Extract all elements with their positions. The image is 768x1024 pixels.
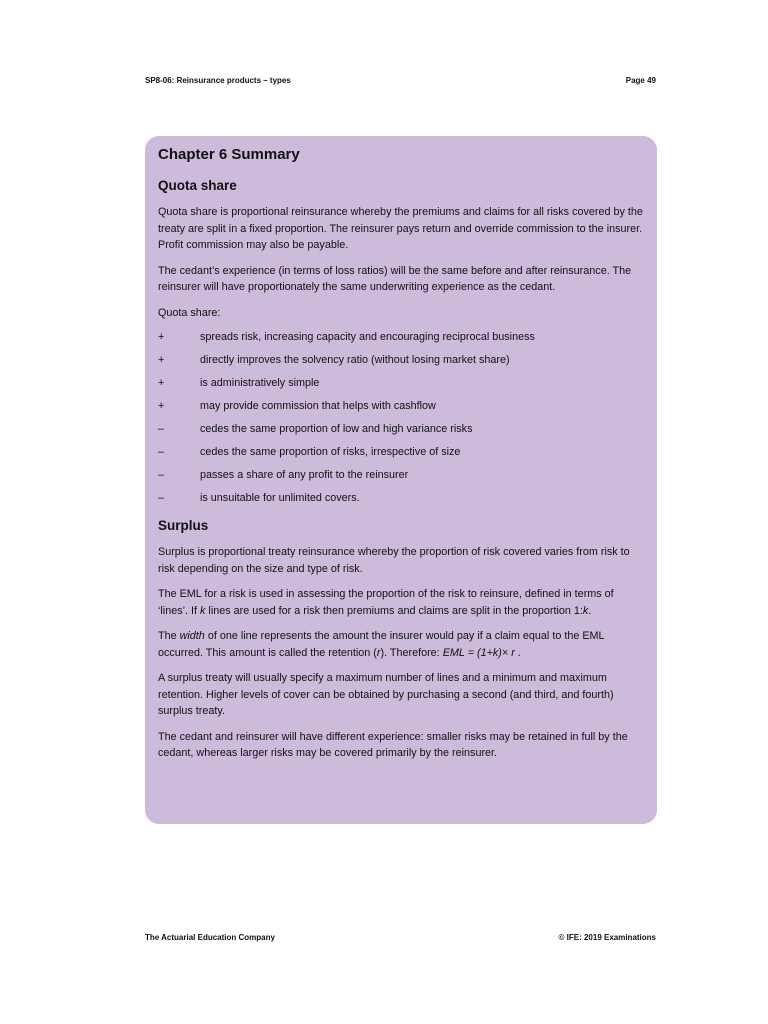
list-item-text: may provide commission that helps with cashflow bbox=[200, 400, 436, 412]
quota-share-paragraph: Quota share is proportional reinsurance whereby the premiums and claims for all risks covered by the treaty are split in a fixed proportion. The reinsurer pays return and override commission to the insurer. Profit commission may also be payable. bbox=[158, 206, 643, 251]
minus-marker: – bbox=[158, 446, 165, 458]
surplus-heading: Surplus bbox=[158, 518, 209, 533]
surplus-paragraph: A surplus treaty will usually specify a maximum number of lines and a minimum and maximum retention. Higher levels of cover can be obtained by purchasing a second (and third, and fourth) surplus treaty. bbox=[158, 672, 614, 717]
surplus-paragraph: The width of one line represents the amount the insurer would pay if a claim equal to the EML occurred. This amount is called the retention (r). Therefore: EML = (1+k)× r . bbox=[158, 630, 605, 659]
surplus-paragraph: Surplus is proportional treaty reinsurance whereby the proportion of risk covered varies from risk to risk depending on the size and type of risk. bbox=[158, 546, 630, 575]
running-header-title: SP8-06: Reinsurance products – types bbox=[145, 76, 291, 85]
surplus-paragraph: The EML for a risk is used in assessing the proportion of the risk to reinsure, defined in terms of ‘lines’. If k lines are used for a risk then premiums and claims are split in the proportion 1:k. bbox=[158, 588, 614, 617]
surplus-paragraph: The cedant and reinsurer will have different experience: smaller risks may be retained in full by the cedant, whereas larger risks may be covered primarily by the reinsurer. bbox=[158, 730, 628, 759]
list-item-text: is administratively simple bbox=[200, 377, 320, 389]
quota-share-heading: Quota share bbox=[158, 178, 237, 193]
quota-share-paragraph: The cedant’s experience (in terms of loss ratios) will be the same before and after reinsurance. The reinsurer will have proportionately the same underwriting experience as the cedant. bbox=[158, 264, 632, 293]
page-number: Page 49 bbox=[625, 76, 656, 85]
list-item-text: cedes the same proportion of risks, irrespective of size bbox=[200, 446, 461, 458]
list-item-text: passes a share of any profit to the reinsurer bbox=[200, 469, 409, 481]
list-item bbox=[158, 376, 644, 391]
minus-marker: – bbox=[158, 423, 165, 435]
quota-share-intro: Quota share: bbox=[158, 306, 221, 319]
minus-marker: – bbox=[158, 469, 165, 481]
quota-share-list bbox=[158, 330, 644, 506]
list-item-text: spreads risk, increasing capacity and encouraging reciprocal business bbox=[200, 331, 535, 343]
plus-marker: + bbox=[158, 354, 165, 366]
list-item-text: directly improves the solvency ratio (without losing market share) bbox=[200, 354, 510, 366]
list-item-text: cedes the same proportion of low and high variance risks bbox=[200, 423, 473, 435]
list-item bbox=[158, 491, 644, 506]
summary-title: Chapter 6 Summary bbox=[158, 146, 300, 163]
list-item bbox=[158, 445, 644, 460]
list-item bbox=[158, 330, 644, 345]
plus-marker: + bbox=[158, 400, 165, 412]
list-item bbox=[158, 468, 644, 483]
list-item bbox=[158, 353, 644, 368]
plus-marker: + bbox=[158, 331, 165, 343]
plus-marker: + bbox=[158, 377, 165, 389]
copyright-footer: © IFE: 2019 Examinations bbox=[558, 933, 656, 942]
list-item bbox=[158, 399, 644, 414]
list-item bbox=[158, 422, 644, 437]
chapter-summary-box bbox=[145, 136, 657, 824]
publisher-footer: The Actuarial Education Company bbox=[145, 933, 275, 942]
retention-formula: EML = (1+k)× r bbox=[442, 646, 515, 659]
minus-marker: – bbox=[158, 492, 165, 504]
list-item-text: is unsuitable for unlimited covers. bbox=[200, 492, 360, 504]
